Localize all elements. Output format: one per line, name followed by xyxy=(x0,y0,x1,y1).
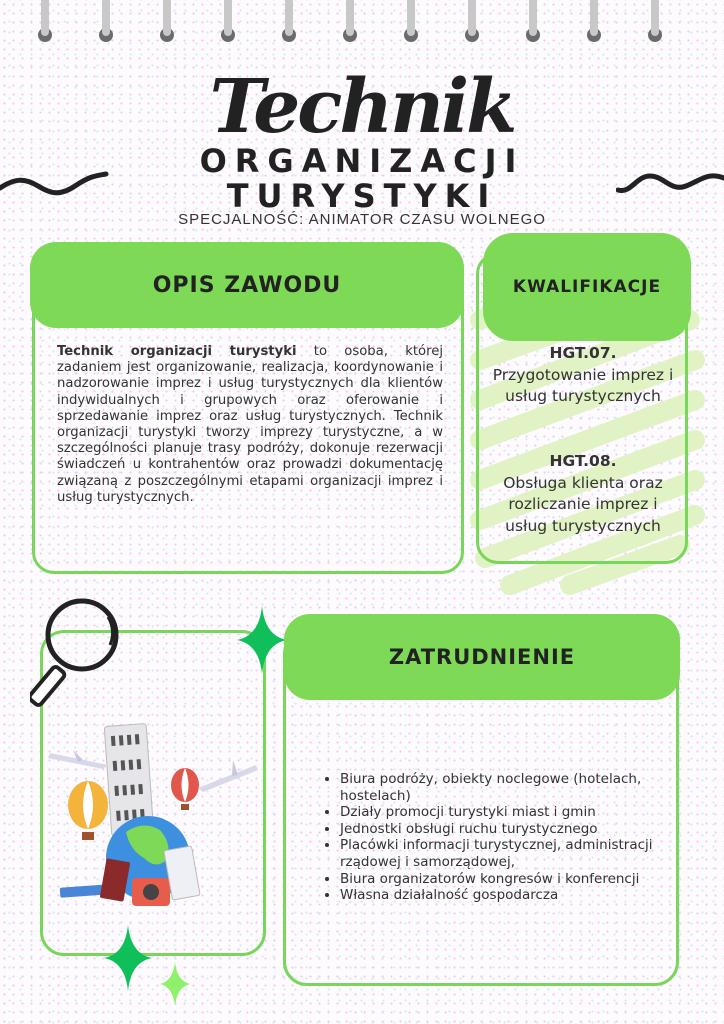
ring-icon xyxy=(282,0,296,40)
ring-icon xyxy=(38,0,52,40)
opis-lead: Technik organizacji turystyki xyxy=(57,344,297,359)
subtitle: SPECJALNOŚĆ: ANIMATOR CZASU WOLNEGO xyxy=(178,211,546,228)
list-item: • Placówki informacji turystycznej, administracji rządowej i samorządowej, xyxy=(340,837,662,870)
list-item: • Biura podróży, obiekty noclegowe (hotelach, hostelach) xyxy=(340,771,662,804)
sparkle-icon xyxy=(160,962,190,1006)
qualification-name: Przygotowanie imprez i usług turystycznych xyxy=(492,365,674,405)
ring-icon xyxy=(160,0,174,40)
qualification-item xyxy=(488,451,678,537)
title-line-2: TURYSTYKI xyxy=(226,177,498,215)
title-script: Technik xyxy=(209,64,515,150)
ring-icon xyxy=(404,0,418,40)
opis-text xyxy=(57,344,443,506)
list-item: • Biura organizatorów kongresów i konferencji xyxy=(340,871,662,888)
title-line-1: ORGANIZACJI xyxy=(199,142,525,180)
list-item: • Działy promocji turystyki miast i gmin xyxy=(340,804,662,821)
opis-heading: OPIS ZAWODU xyxy=(30,242,464,328)
ring-icon xyxy=(99,0,113,40)
employment-list xyxy=(322,771,662,904)
magnifier-icon xyxy=(30,595,120,715)
qualification-code: HGT.08. xyxy=(549,452,617,470)
travel-illustration xyxy=(48,720,258,920)
opis-body: to osoba, której zadaniem jest organizowanie, realizacja, koordynowanie i nadzorowanie imprez i usług turystycznych dla klientów indywidualnych i grupowych oraz oferowanie i sprzedawanie imprez oraz usług turystycznych. Technik organizacji turystyki tworzy imprezy turystyczne, a w szczególności planuje trasy podróży, dokonuje rezerwacji świadczeń u kontrahentów oraz prowadzi dokumentację związaną z poszczególnymi etapami organizacji imprez i usług turystycznych. xyxy=(57,344,443,505)
ring-icon xyxy=(343,0,357,40)
qualification-name: Obsługa klienta oraz rozliczanie imprez i usług turystycznych xyxy=(503,473,663,535)
ring-icon xyxy=(221,0,235,40)
ring-icon xyxy=(587,0,601,40)
ring-icon xyxy=(465,0,479,40)
zatrudnienie-heading: ZATRUDNIENIE xyxy=(284,614,680,700)
kwalifikacje-heading: KWALIFIKACJE xyxy=(483,233,691,341)
sparkle-icon xyxy=(104,925,152,991)
ring-icon xyxy=(526,0,540,40)
employment-list-container xyxy=(322,771,662,904)
ring-icon xyxy=(648,0,662,40)
qualification-code: HGT.07. xyxy=(549,344,617,362)
sparkle-icon xyxy=(237,606,287,674)
list-item: • Jednostki obsługi ruchu turystycznego xyxy=(340,821,662,838)
qualification-item xyxy=(488,343,678,408)
list-item: • Własna działalność gospodarcza xyxy=(340,887,662,904)
